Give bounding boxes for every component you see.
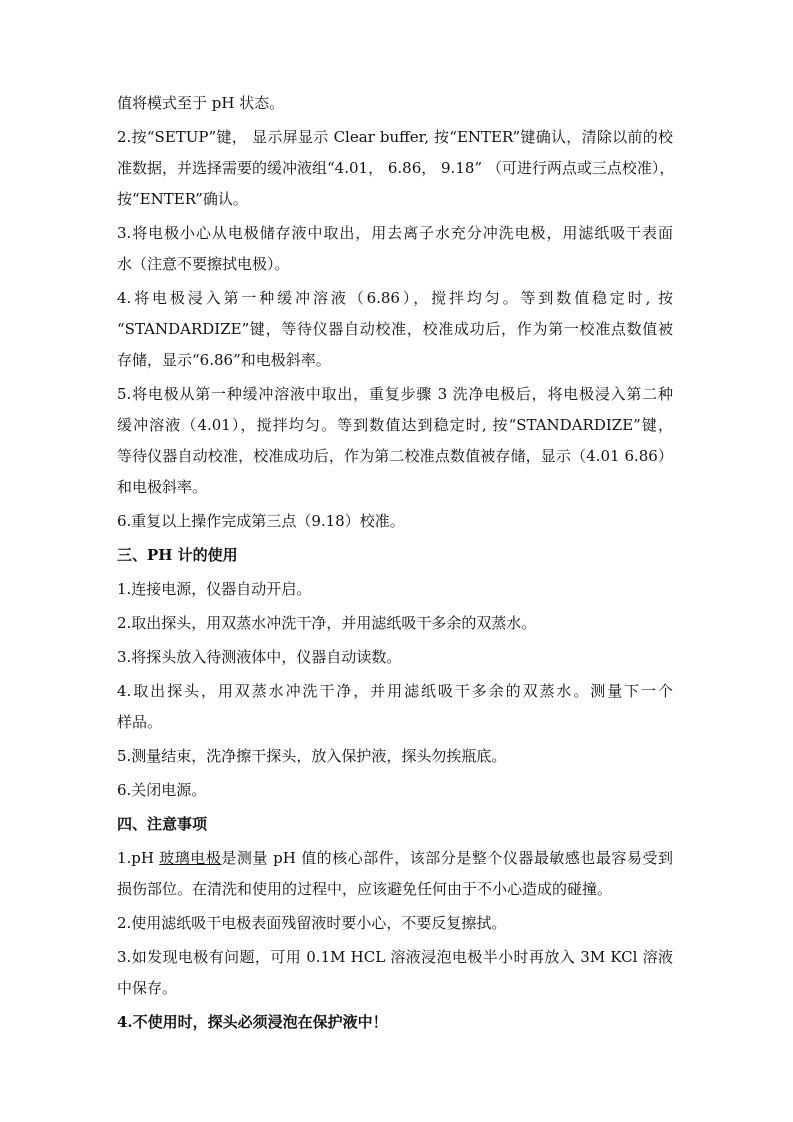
paragraph: [117, 283, 673, 376]
text-line: 6.重复以上操作完成第三点（9.18）校准。: [117, 512, 405, 530]
section-heading: [117, 809, 673, 840]
text-line: 5.测量结束，洗净擦干探头，放入保护液，探头勿挨瓶底。: [117, 747, 507, 765]
text-line: 和电极斜率。: [117, 478, 208, 496]
text-line: 存储，显示“6.86”和电极斜率。: [117, 351, 331, 369]
section-heading: [117, 540, 673, 571]
text-line: 准数据，并选择需要的缓冲液组“4.01， 6.86， 9.18” （可进行两点或三点校准），: [117, 159, 675, 177]
document-page: [117, 88, 673, 1041]
text-line: 2.取出探头，用双蒸水冲洗干净，并用滤纸吸干多余的双蒸水。: [117, 614, 537, 632]
text-line: 样品。: [117, 713, 163, 731]
paragraph: [117, 942, 673, 1004]
paragraph: [117, 122, 673, 215]
section-heading: [117, 1007, 673, 1038]
text-line: 中保存。: [117, 979, 178, 997]
text-line: 2.使用滤纸吸干电极表面残留液时要小心，不要反复擦拭。: [117, 914, 507, 932]
text-line: 1.pH 玻璃电极是测量 pH 值的核心部件，该部分是整个仪器最敏感也最容易受到: [117, 849, 673, 867]
paragraph: [117, 843, 673, 905]
text-line: “STANDARDIZE”键，等待仪器自动校准，校准成功后，作为第一校准点数值被: [117, 320, 673, 338]
text-line: 5.将电极从第一种缓冲溶液中取出，重复步骤 3 洗净电极后，将电极浸入第二种: [117, 385, 673, 403]
text-line: 四、注意事项: [117, 815, 208, 833]
paragraph: [117, 908, 673, 939]
paragraph: [117, 676, 673, 738]
text-line: 三、PH 计的使用: [117, 546, 238, 564]
paragraph: [117, 608, 673, 639]
text-line: 6.关闭电源。: [117, 781, 207, 799]
text-line: 3.如发现电极有问题，可用 0.1M HCL 溶液浸泡电极半小时再放入 3M KCl 溶液: [117, 948, 673, 966]
text-line: 水（注意不要擦拭电极）。: [117, 255, 290, 273]
underlined-term: 玻璃电极: [159, 849, 222, 867]
paragraph: [117, 88, 673, 119]
text-line: 4.将电极浸入第一种缓冲溶液（6.86），搅拌均匀。等到数值稳定时, 按: [117, 289, 673, 307]
text-line: 等待仪器自动校准，校准成功后，作为第二校准点数值被存储，显示（4.01 6.86）: [117, 447, 673, 465]
text-line: 按“ENTER”确认。: [117, 190, 248, 208]
text-line: 损伤部位。在清洗和使用的过程中，应该避免任何由于不小心造成的碰撞。: [117, 880, 613, 898]
text-line: 2.按“SETUP”键， 显示屏显示 Clear buffer, 按“ENTER”键确认，清除以前的校: [117, 128, 673, 146]
text-line: 3.将电极小心从电极储存液中取出，用去离子水充分冲洗电极，用滤纸吸干表面: [117, 224, 673, 242]
text-line: 4.不使用时，探头必须浸泡在保护液中！: [117, 1013, 388, 1031]
paragraph: [117, 506, 673, 537]
paragraph: [117, 218, 673, 280]
paragraph: [117, 574, 673, 605]
text-line: 值将模式至于 pH 状态。: [117, 94, 285, 112]
paragraph: [117, 642, 673, 673]
text-line: 缓冲溶液（4.01），搅拌均匀。等到数值达到稳定时, 按“STANDARDIZE”键，: [117, 416, 673, 434]
text-line: 4.取出探头，用双蒸水冲洗干净，并用滤纸吸干多余的双蒸水。测量下一个: [117, 682, 673, 700]
text-line: 3.将探头放入待测液体中，仪器自动读数。: [117, 648, 402, 666]
paragraph: [117, 379, 673, 503]
paragraph: [117, 775, 673, 806]
paragraph: [117, 741, 673, 772]
text-line: 1.连接电源，仪器自动开启。: [117, 580, 312, 598]
